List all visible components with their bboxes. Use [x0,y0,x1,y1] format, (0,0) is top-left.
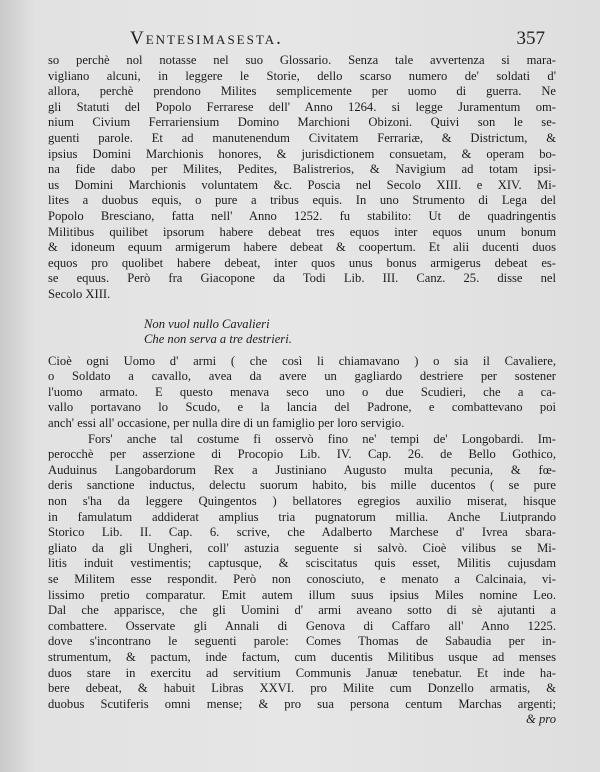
text-line: non s'ha da leggere Quingentos ) bellatores egregios auxilio miserat, hisque [48,494,556,509]
verse-line: Non vuol nullo Cavalieri [144,316,270,331]
text-line: equos pro quolibet habere debeat, inter quos unus bonus armigerus debeat es- [48,255,556,270]
text-line: nium Civium Ferrariensium Domino Marchioni Obizoni. Quivi son le se- [48,115,556,130]
text-line: duobus Scutiferis omni mense; & pro sua persona centum Marchas argenti; [48,696,556,711]
text-line: Militibus quilibet ipsorum habere debeat tres equos inter equos unum bonum [48,224,556,239]
text-line: Cioè ogni Uomo d' armi ( che così li chiamavano ) o sia il Cavaliere, [48,353,556,368]
text-line: Popolo Bresciano, fatta nell' Anno 1252. fu stabilito: Ut de quadringentis [48,208,556,223]
text-line: in famulatum addiderat amplius tria pugnatorum millia. Anche Liutprando [48,509,556,524]
text-line: se Militem esse respondit. Però non conosciuto, e menato a Calcinaia, vi- [48,572,556,586]
text-line: Storico Lib. II. Cap. 6. scrive, che Adalberto Marchese d' Ivrea sbara- [48,525,556,540]
spacer [48,303,556,317]
text-line: gliato da gli Ungheri, coll' astuzia seguente si salvò. Cioè vilibus se Mi- [48,540,556,555]
text-line: perocchè per asserzione di Procopio Lib. IV. Cap. 26. de Bello Gothico, [48,447,556,462]
paragraph-1 [48,53,556,303]
text-line: bere debeat, & habuit Libras XXVI. pro Milite cum Donzello armatis, & [48,681,556,696]
text-line: vigliano alcuni, in leggere le Storie, dello scarso numero de' soldati d' [48,68,556,83]
text-line: us Domini Marchionis voluntatem &c. Poscia nel Secolo XIII. e XIV. Mi- [48,177,556,192]
verse-line: Che non serva a tre destrieri. [144,332,292,347]
text-line: anch' essi all' occasione, per nulla dire di un famiglio per loro servigio. [48,416,405,431]
page-number: 357 [516,28,545,49]
text-line: Auduinus Langobardorum Rex a Justiniano Augusto multa pecunia, & fœ- [48,462,556,477]
text-line: ipsius Domini Marchionis honores, & jurisdictionem consuetam, & operam bo- [48,146,556,161]
text-line: lissimo pretio comparatur. Emit autem illum suus ipsius Miles nomine Leo. [48,587,556,602]
text-line: l'uomo armato. E questo menava seco uno o due Scudieri, che a ca- [48,384,556,399]
text-line: strumentum, & pactum, inde factum, cum ducentis Militibus usque ad menses [48,649,556,664]
text-line: & idoneum equum armigerum habere debeat & coopertum. Et alii ducenti duos [48,240,556,255]
text-line: deris sanctione inductus, delectu suorum habito, bis mille ducentos ( se pure [48,478,556,493]
text-line: lites a duobus equis, o pure a tribus equis. In uno Strumento di Lega del [48,193,556,208]
paragraph-2 [48,354,556,432]
text-line: Dal che apparisce, che gli Uomini d' armi aveano sotto di sè ajutanti a [48,603,556,618]
text-line: guenti parole. Et ad manutenendum Civitatem Ferrariæ, & Districtum, & [48,130,556,145]
text-line: duos stare in exercitu ad servitium Communis Januæ tenebatur. Et inde ha- [48,665,556,680]
page-header [100,28,545,52]
text-line: combattere. Osservate gli Annali di Genova di Caffaro all' Anno 1225. [48,618,556,633]
text-line: allora, perchè prendono Milites semplicemente per uomo di guerra. Ne [48,84,556,99]
text-line: o Soldato a cavallo, avea da avere un gagliardo destriere per sostener [48,369,556,384]
verse-quote [48,317,556,348]
text-line: se equus. Però fra Giacopone da Todi Lib. III. Canz. 25. disse nel [48,271,556,286]
text-line: gli Statuti del Popolo Ferrarese dell' Anno 1264. si legge Juramentum om- [48,99,556,114]
text-line: dove s'incontrano le seguenti parole: Comes Thomas de Sabaudia per in- [48,634,556,649]
running-head: Ventesimasesta. [130,28,283,49]
paragraph-3 [48,432,556,713]
text-line: na fide dabo per Milites, Pedites, Balistrerios, & Navigium ad totam ipsi- [48,162,556,177]
catchword: & pro [526,712,556,727]
text-line: litis induit vestimentis; captusque, & sciscitatus quis esset, Militis cujusdam [48,556,556,571]
text-line: vallo portavano lo Scudo, e la lancia del Padrone, e combattevano poi [48,400,556,415]
text-line: so perchè nol notasse nel suo Glossario. Senza tale avvertenza si mara- [48,53,556,67]
text-line: Secolo XIII. [48,286,111,301]
text-line: Fors' anche tal costume fi osservò fino ne' tempi de' Longobardi. Im- [88,431,556,446]
body-text [48,53,556,728]
